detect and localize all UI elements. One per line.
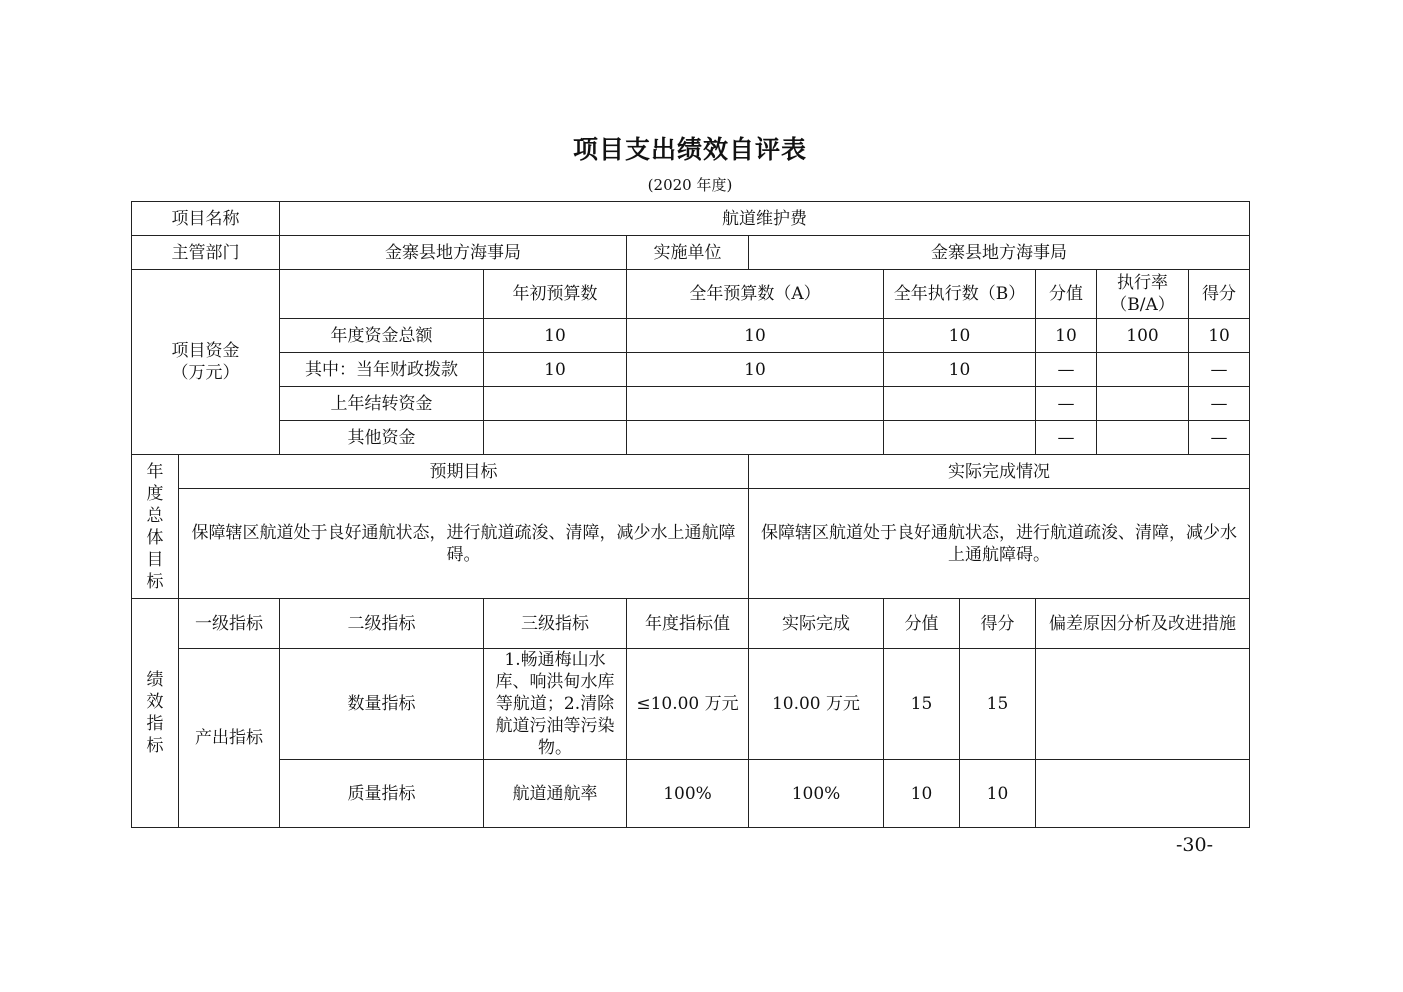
indicator-header-row — [132, 599, 1250, 649]
indicator-row — [132, 760, 1250, 828]
funds-row-score-value: — — [1036, 353, 1097, 387]
unit-label: 实施单位 — [627, 236, 749, 270]
funds-row-rate — [1097, 421, 1189, 455]
funds-row-executed: 10 — [884, 319, 1036, 353]
funds-row-budget — [627, 387, 884, 421]
indicator-header-deviation: 偏差原因分析及改进措施 — [1036, 599, 1250, 649]
funds-label-line1: 项目资金 — [171, 341, 240, 361]
indicator-target: 100% — [627, 760, 749, 828]
funds-row-score-value: — — [1036, 421, 1097, 455]
funds-row-budget: 10 — [627, 319, 884, 353]
page-subtitle: (2020 年度) — [647, 176, 733, 194]
funds-row-initial — [484, 421, 627, 455]
indicator-level2: 数量指标 — [280, 649, 484, 760]
funds-header-rate: 执行率（B/A） — [1097, 270, 1189, 319]
funds-row-name: 上年结转资金 — [280, 387, 484, 421]
funds-row-executed — [884, 421, 1036, 455]
funds-header-score: 得分 — [1189, 270, 1250, 319]
funds-row — [132, 421, 1250, 455]
funds-row-name: 其他资金 — [280, 421, 484, 455]
indicator-deviation — [1036, 649, 1250, 760]
indicator-actual: 100% — [749, 760, 884, 828]
funds-row-score-value: — — [1036, 387, 1097, 421]
funds-row — [132, 353, 1250, 387]
page-number: -30- — [1176, 834, 1214, 856]
indicator-header-score-value: 分值 — [884, 599, 960, 649]
indicator-header-level2: 二级指标 — [280, 599, 484, 649]
funds-row-executed: 10 — [884, 353, 1036, 387]
unit-value: 金寨县地方海事局 — [749, 236, 1250, 270]
dept-value: 金寨县地方海事局 — [280, 236, 627, 270]
funds-row-budget — [627, 421, 884, 455]
funds-row-initial: 10 — [484, 319, 627, 353]
indicator-score: 15 — [960, 649, 1036, 760]
funds-header-initial: 年初预算数 — [484, 270, 627, 319]
funds-row-score: 10 — [1189, 319, 1250, 353]
funds-header-score-value: 分值 — [1036, 270, 1097, 319]
funds-header-budget: 全年预算数（A） — [627, 270, 884, 319]
actual-goal-text: 保障辖区航道处于良好通航状态，进行航道疏浚、清障，减少水上通航障碍。 — [749, 489, 1250, 599]
indicator-score-value: 15 — [884, 649, 960, 760]
indicator-header-level1: 一级指标 — [179, 599, 280, 649]
indicator-header-actual: 实际完成 — [749, 599, 884, 649]
funds-label-line2: （万元） — [171, 363, 240, 383]
indicator-level1: 产出指标 — [179, 649, 280, 828]
funds-row-budget: 10 — [627, 353, 884, 387]
funds-header-row — [132, 270, 1250, 319]
funds-row-score: — — [1189, 387, 1250, 421]
expected-goal-text: 保障辖区航道处于良好通航状态，进行航道疏浚、清障，减少水上通航障碍。 — [179, 489, 749, 599]
indicator-deviation — [1036, 760, 1250, 828]
evaluation-table — [131, 201, 1250, 828]
funds-header-executed: 全年执行数（B） — [884, 270, 1036, 319]
funds-row-name: 年度资金总额 — [280, 319, 484, 353]
goals-label-text: 年度总体目标 — [146, 461, 164, 592]
dept-label: 主管部门 — [132, 236, 280, 270]
funds-row-initial — [484, 387, 627, 421]
actual-goal-header: 实际完成情况 — [749, 455, 1250, 489]
funds-row-executed — [884, 387, 1036, 421]
project-name-row — [132, 202, 1250, 236]
indicator-header-score: 得分 — [960, 599, 1036, 649]
funds-header-blank — [280, 270, 484, 319]
indicator-actual: 10.00 万元 — [749, 649, 884, 760]
funds-row-name: 其中：当年财政拨款 — [280, 353, 484, 387]
project-name-value: 航道维护费 — [280, 202, 1250, 236]
funds-row-rate — [1097, 353, 1189, 387]
goals-content-row — [132, 489, 1250, 599]
indicator-header-level3: 三级指标 — [484, 599, 627, 649]
funds-row — [132, 387, 1250, 421]
indicator-row — [132, 649, 1250, 760]
funds-label — [132, 270, 280, 455]
indicator-score-value: 10 — [884, 760, 960, 828]
indicators-label-text: 绩效指标 — [146, 670, 164, 756]
indicator-header-target: 年度指标值 — [627, 599, 749, 649]
expected-goal-header: 预期目标 — [179, 455, 749, 489]
funds-row-rate — [1097, 387, 1189, 421]
goals-label — [132, 455, 179, 599]
project-name-label: 项目名称 — [132, 202, 280, 236]
goals-header-row — [132, 455, 1250, 489]
department-row — [132, 236, 1250, 270]
indicator-target: ≤10.00 万元 — [627, 649, 749, 760]
funds-row — [132, 319, 1250, 353]
indicator-level2: 质量指标 — [280, 760, 484, 828]
page-title: 项目支出绩效自评表 — [572, 135, 807, 164]
funds-row-initial: 10 — [484, 353, 627, 387]
funds-row-score: — — [1189, 421, 1250, 455]
funds-row-score-value: 10 — [1036, 319, 1097, 353]
indicator-score: 10 — [960, 760, 1036, 828]
indicators-label — [132, 599, 179, 828]
indicator-level3: 1.畅通梅山水库、响洪甸水库等航道；2.清除航道污油等污染物。 — [484, 649, 627, 760]
funds-row-rate: 100 — [1097, 319, 1189, 353]
indicator-level3: 航道通航率 — [484, 760, 627, 828]
funds-row-score: — — [1189, 353, 1250, 387]
